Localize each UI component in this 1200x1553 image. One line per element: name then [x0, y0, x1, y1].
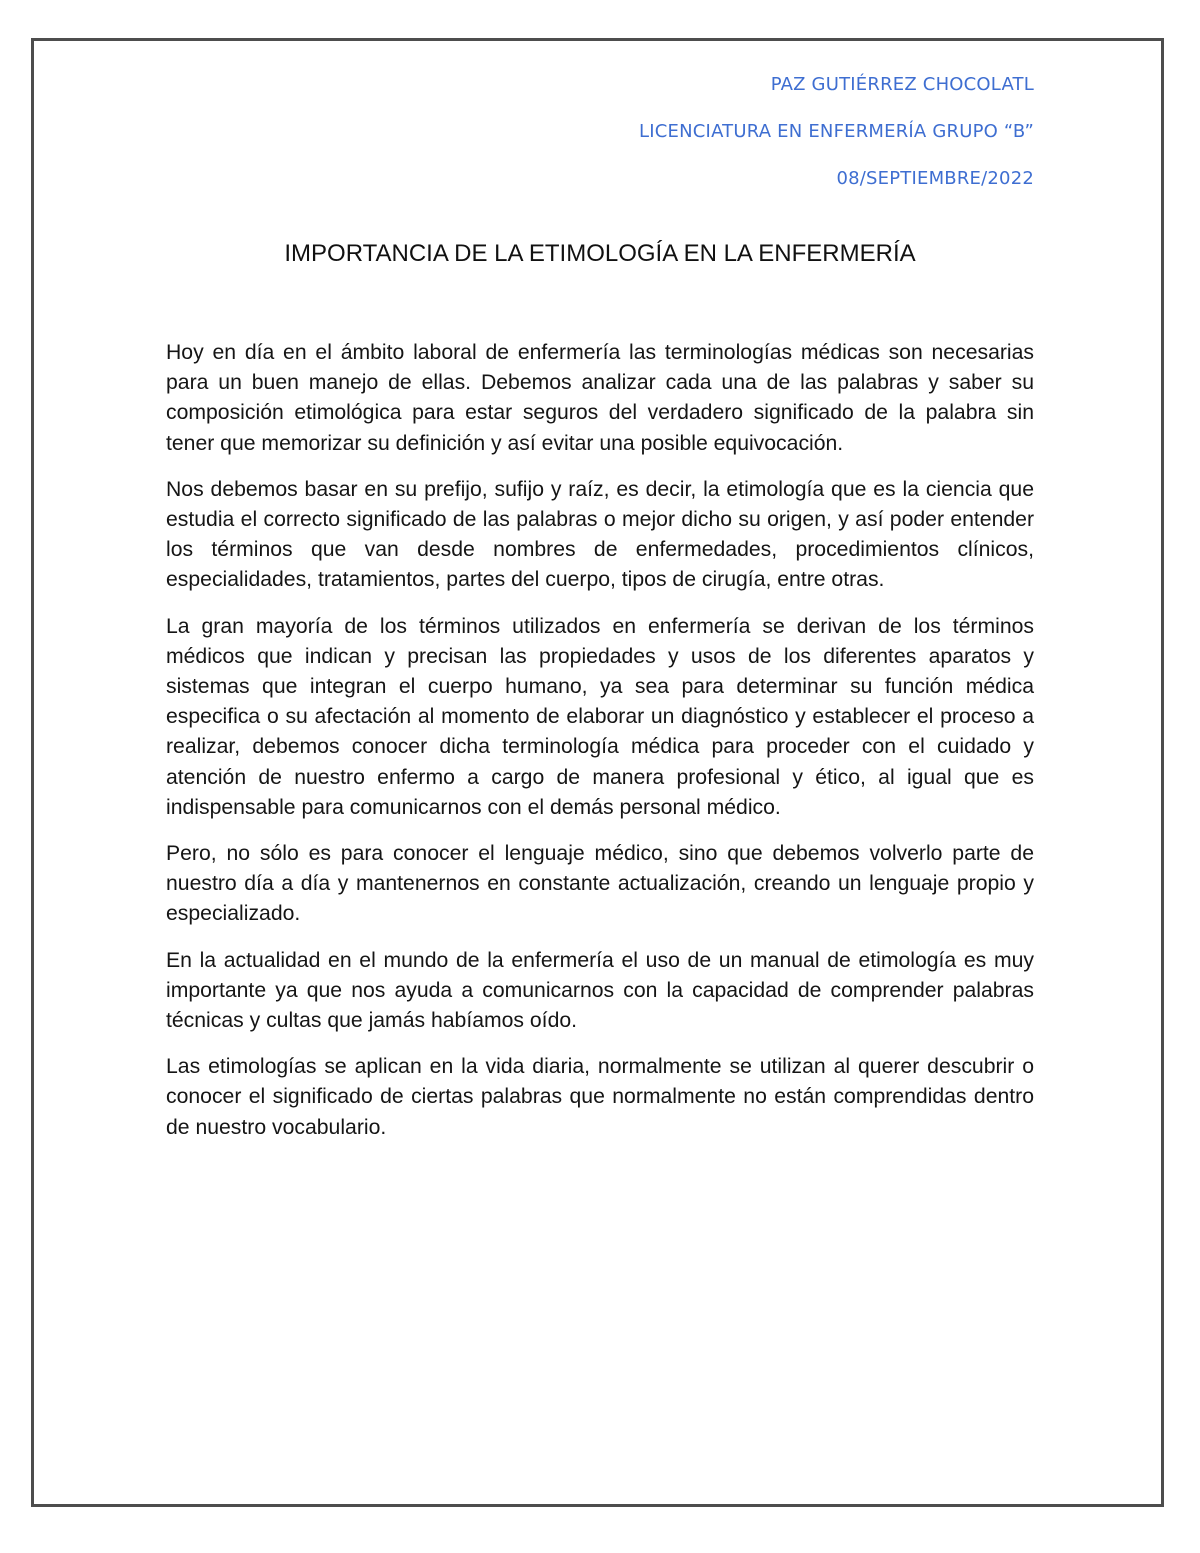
paragraph-2: Nos debemos basar en su prefijo, sufijo y raíz, es decir, la etimología que es la ciencia que estudia el correcto significado de las palabras o mejor dicho su origen, y así poder entender los términos que van desde nombres de enfermedades, procedimientos clínicos, especialidades, tratamientos, partes del cuerpo, tipos de cirugía, entre otras.	[166, 477, 1034, 592]
paragraph-4: Pero, no sólo es para conocer el lenguaje médico, sino que debemos volverlo parte de nuestro día a día y mantenernos en constante actualización, creando un lenguaje propio y especializado.	[166, 842, 1034, 926]
document-body	[166, 338, 1034, 1159]
paragraph-3: La gran mayoría de los términos utilizados en enfermería se derivan de los términos médicos que indican y precisan las propiedades y usos de los diferentes aparatos y sistemas que integran el cuerpo humano, ya sea para determinar su función médica especifica o su afectación al momento de elaborar un diagnóstico y establecer el proceso a realizar, debemos conocer dicha terminología médica para proceder con el cuidado y atención de nuestro enfermo a cargo de manera profesional y ético, al igual que es indispensable para comunicarnos con el demás personal médico.	[166, 614, 1034, 819]
paragraph-1: Hoy en día en el ámbito laboral de enfermería las terminologías médicas son necesarias para un buen manejo de ellas. Debemos analizar cada una de las palabras y saber su composición etimológica para estar seguros del verdadero significado de la palabra sin tener que memorizar su definición y así evitar una posible equivocación.	[166, 341, 1034, 455]
author-name: PAZ GUTIÉRREZ CHOCOLATL	[770, 74, 1034, 95]
document-title: IMPORTANCIA DE LA ETIMOLOGÍA EN LA ENFERMERÍA	[284, 240, 916, 267]
paragraph-6: Las etimologías se aplican en la vida diaria, normalmente se utilizan al querer descubrir o conocer el significado de ciertas palabras que normalmente no están comprendidas dentro de nuestro vocabulario.	[166, 1055, 1034, 1139]
document-header	[639, 72, 1034, 213]
program-group: LICENCIATURA EN ENFERMERÍA GRUPO “B”	[639, 121, 1034, 142]
document-date: 08/SEPTIEMBRE/2022	[836, 168, 1034, 189]
paragraph-5: En la actualidad en el mundo de la enfermería el uso de un manual de etimología es muy importante ya que nos ayuda a comunicarnos con la capacidad de comprender palabras técnicas y cultas que jamás habíamos oído.	[166, 948, 1034, 1033]
